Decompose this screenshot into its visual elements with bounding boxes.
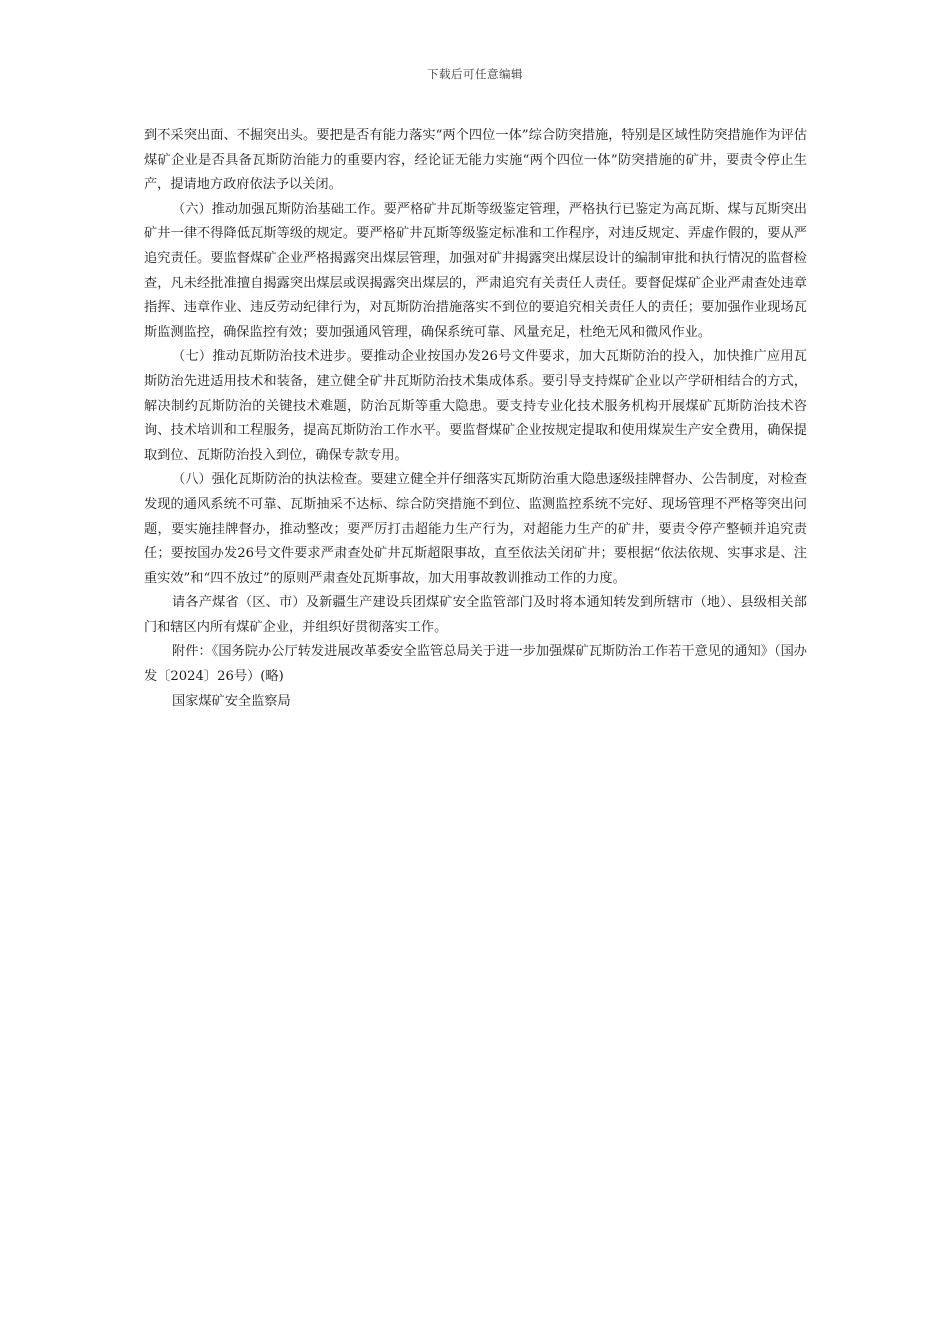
paragraph-section-eight: （八）强化瓦斯防治的执法检查。要建立健全并仔细落实瓦斯防治重大隐患逐级挂牌督办、公告制度，对检查发现的通风系统不可靠、瓦斯抽采不达标、综合防突措施不到位、监测监控系统不完好、现场管理不严格等突出问题，要实施挂牌督办，推动整改；要严厉打击超能力生产行为，对超能力生产的矿井，要责令停产整顿并追究责任；要按国办发26号文件要求严肃查处矿井瓦斯超限事故，直至依法关闭矿井；要根据“依法依规、实事求是、注重实效”和“四不放过”的原则严肃查处瓦斯事故，加大用事故教训推动工作的力度。 [144,472,807,586]
paragraph-signature: 国家煤矿安全监察局 [172,693,291,709]
paragraph-continuation: 到不采突出面、不掘突出头。要把是否有能力落实“两个四位一体”综合防突措施，特别是区域性防突措施作为评估煤矿企业是否具备瓦斯防治能力的重要内容，经论证无能力实施“两个四位一体”防突措施的矿井，要责令停止生产，提请地方政府依法予以关闭。 [144,128,807,193]
paragraph-section-seven: （七）推动瓦斯防治技术进步。要推动企业按国办发26号文件要求，加大瓦斯防治的投入，加快推广应用瓦斯防治先进适用技术和装备，建立健全矿井瓦斯防治技术集成体系。要引导支持煤矿企业以产学研相结合的方式，解决制约瓦斯防治的关键技术难题，防治瓦斯等重大隐患。要支持专业化技术服务机构开展煤矿瓦斯防治技术咨询、技术培训和工程服务，提高瓦斯防治工作水平。要监督煤矿企业按规定提取和使用煤炭生产安全费用，确保提取到位、瓦斯防治投入到位，确保专款专用。 [144,349,807,463]
paragraph-instruction: 请各产煤省（区、市）及新疆生产建设兵团煤矿安全监管部门及时将本通知转发到所辖市（地）、县级相关部门和辖区内所有煤矿企业，并组织好贯彻落实工作。 [144,595,807,635]
paragraph-attachment: 附件：《国务院办公厅转发进展改革委安全监管总局关于进一步加强煤矿瓦斯防治工作若干意见的通知》（国办发〔2024〕26号）(略) [144,644,807,685]
page-header: 下载后可任意编辑 [427,67,523,81]
paragraph-section-six: （六）推动加强瓦斯防治基础工作。要严格矿井瓦斯等级鉴定管理，严格执行已鉴定为高瓦斯、煤与瓦斯突出矿井一律不得降低瓦斯等级的规定。要严格矿井瓦斯等级鉴定标准和工作程序，对违反规定、弄虚作假的，要从严追究责任。要监督煤矿企业严格揭露突出煤层管理，加强对矿井揭露突出煤层设计的编制审批和执行情况的监督检查，凡未经批准擅自揭露突出煤层或误揭露突出煤层的，严肃追究有关责任人责任。要督促煤矿企业严肃查处违章指挥、违章作业、违反劳动纪律行为，对瓦斯防治措施落实不到位的要追究相关责任人的责任；要加强作业现场瓦斯监测监控，确保监控有效；要加强通风管理，确保系统可靠、风量充足，杜绝无风和微风作业。 [144,201,807,340]
document-body [144,124,807,714]
